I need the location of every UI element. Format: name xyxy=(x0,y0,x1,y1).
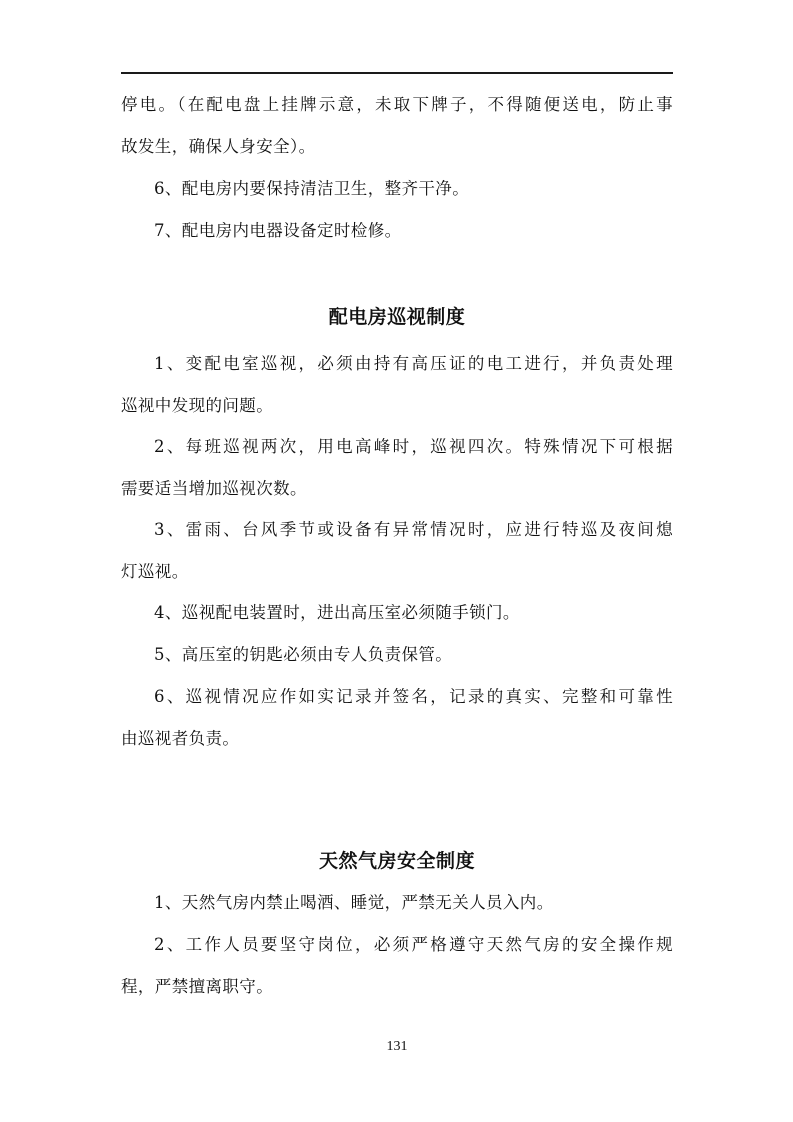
gas-item-2-line-2: 程，严禁擅离职守。 xyxy=(121,977,274,996)
patrol-item-2-line-1: 2、每班巡视两次，用电高峰时，巡视四次。特殊情况下可根据 xyxy=(154,437,673,456)
continuation-line-2: 故发生，确保人身安全）。 xyxy=(121,137,316,156)
section-title-patrol: 配电房巡视制度 xyxy=(328,306,466,328)
patrol-item-4: 4、巡视配电装置时，进出高压室必须随手锁门。 xyxy=(154,603,520,622)
header-rule xyxy=(121,72,673,74)
patrol-item-1-line-1: 1、变配电室巡视，必须由持有高压证的电工进行，并负责处理 xyxy=(154,354,673,373)
continuation-item-6: 6、配电房内要保持清洁卫生，整齐干净。 xyxy=(154,179,470,198)
page-number: 131 xyxy=(386,1039,408,1054)
patrol-item-3-line-2: 灯巡视。 xyxy=(121,562,189,581)
patrol-item-2-line-2: 需要适当增加巡视次数。 xyxy=(121,479,307,498)
patrol-item-6-line-1: 6、巡视情况应作如实记录并签名，记录的真实、完整和可靠性 xyxy=(154,687,673,706)
patrol-item-3-line-1: 3、雷雨、台风季节或设备有异常情况时，应进行特巡及夜间熄 xyxy=(154,520,673,539)
section-title-gas: 天然气房安全制度 xyxy=(318,850,475,872)
continuation-item-7: 7、配电房内电器设备定时检修。 xyxy=(154,221,402,240)
patrol-item-5: 5、高压室的钥匙必须由专人负责保管。 xyxy=(154,645,453,664)
gas-item-1: 1、天然气房内禁止喝酒、睡觉，严禁无关人员入内。 xyxy=(154,893,554,912)
patrol-item-1-line-2: 巡视中发现的问题。 xyxy=(121,396,274,415)
continuation-line-1: 停电。（在配电盘上挂牌示意，未取下牌子，不得随便送电，防止事 xyxy=(121,95,673,114)
patrol-item-6-line-2: 由巡视者负责。 xyxy=(121,729,240,748)
gas-item-2-line-1: 2、工作人员要坚守岗位，必须严格遵守天然气房的安全操作规 xyxy=(154,935,673,954)
